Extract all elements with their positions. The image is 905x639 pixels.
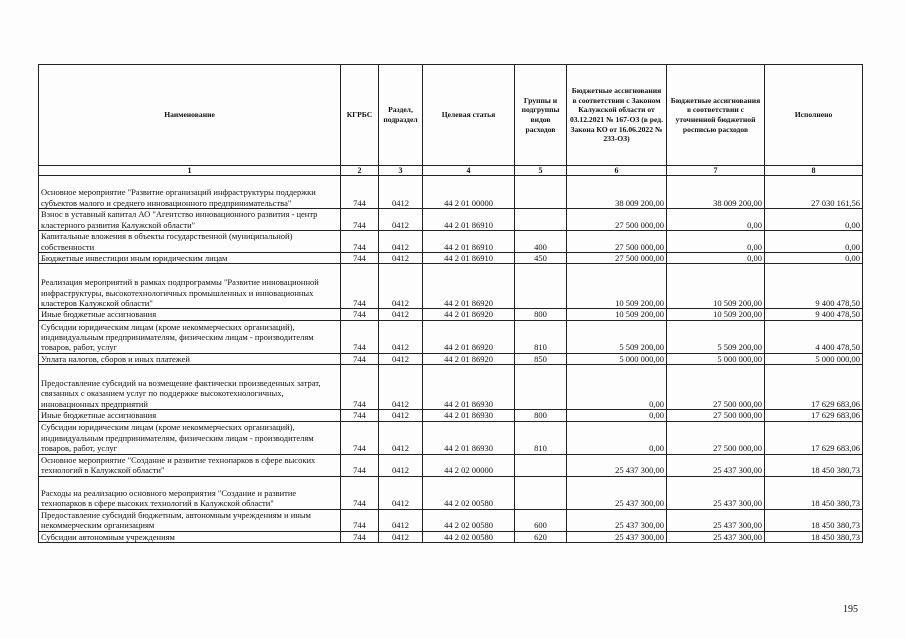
cell-assign-refined: 10 509 200,00 bbox=[667, 264, 765, 309]
cell-assign-law: 10 509 200,00 bbox=[567, 309, 667, 320]
cell-executed: 9 400 478,50 bbox=[765, 264, 863, 309]
cell-group bbox=[515, 476, 567, 509]
table-row bbox=[39, 309, 863, 320]
cell-target: 44 2 01 86910 bbox=[423, 231, 515, 253]
cell-assign-law: 27 500 000,00 bbox=[567, 231, 667, 253]
cell-target: 44 2 01 86910 bbox=[423, 253, 515, 264]
cell-razdel: 0412 bbox=[379, 209, 423, 231]
header-executed: Исполнено bbox=[765, 65, 863, 166]
cell-name: Предоставление субсидий бюджетным, автономным учреждениям и иным некоммерческим организациям bbox=[39, 509, 341, 531]
cell-assign-law: 38 009 200,00 bbox=[567, 176, 667, 209]
cell-razdel: 0412 bbox=[379, 365, 423, 410]
cell-kgrbs: 744 bbox=[341, 421, 379, 454]
table-row bbox=[39, 365, 863, 410]
cell-assign-refined: 0,00 bbox=[667, 231, 765, 253]
cell-razdel: 0412 bbox=[379, 454, 423, 476]
column-number-row bbox=[39, 166, 863, 176]
cell-kgrbs: 744 bbox=[341, 320, 379, 353]
column-number: 5 bbox=[515, 166, 567, 176]
cell-razdel: 0412 bbox=[379, 509, 423, 531]
table-row bbox=[39, 231, 863, 253]
cell-assign-refined: 27 500 000,00 bbox=[667, 421, 765, 454]
cell-target: 44 2 01 86920 bbox=[423, 264, 515, 309]
cell-group bbox=[515, 176, 567, 209]
column-number: 3 bbox=[379, 166, 423, 176]
cell-executed: 0,00 bbox=[765, 231, 863, 253]
cell-name: Реализация мероприятий в рамках подпрограммы "Развитие инновационной инфраструктуры, высокотехнологичных промышленных и инновационных кластеров Калужской области" bbox=[39, 264, 341, 309]
cell-executed: 17 629 683,06 bbox=[765, 365, 863, 410]
cell-target: 44 2 01 86930 bbox=[423, 410, 515, 421]
cell-target: 44 2 02 00580 bbox=[423, 476, 515, 509]
cell-executed: 0,00 bbox=[765, 253, 863, 264]
cell-group bbox=[515, 209, 567, 231]
cell-group: 400 bbox=[515, 231, 567, 253]
table-row bbox=[39, 476, 863, 509]
cell-kgrbs: 744 bbox=[341, 509, 379, 531]
cell-executed: 18 450 380,73 bbox=[765, 509, 863, 531]
header-groups: Группы и подгруппы видов расходов bbox=[515, 65, 567, 166]
cell-target: 44 2 02 00580 bbox=[423, 531, 515, 542]
cell-assign-law: 0,00 bbox=[567, 421, 667, 454]
cell-kgrbs: 744 bbox=[341, 176, 379, 209]
table-row bbox=[39, 421, 863, 454]
cell-target: 44 2 01 86920 bbox=[423, 320, 515, 353]
cell-group: 450 bbox=[515, 253, 567, 264]
header-razdel: Раздел, подраздел bbox=[379, 65, 423, 166]
cell-group: 620 bbox=[515, 531, 567, 542]
cell-assign-law: 10 509 200,00 bbox=[567, 264, 667, 309]
cell-name: Расходы на реализацию основного мероприятия "Создание и развитие технопарков в сфере высоких технологий в Калужской области" bbox=[39, 476, 341, 509]
cell-assign-law: 27 500 000,00 bbox=[567, 209, 667, 231]
cell-assign-refined: 27 500 000,00 bbox=[667, 410, 765, 421]
table-row bbox=[39, 264, 863, 309]
cell-group bbox=[515, 454, 567, 476]
cell-assign-law: 5 000 000,00 bbox=[567, 353, 667, 364]
cell-kgrbs: 744 bbox=[341, 410, 379, 421]
cell-name: Иные бюджетные ассигнования bbox=[39, 309, 341, 320]
cell-kgrbs: 744 bbox=[341, 365, 379, 410]
cell-executed: 27 030 161,56 bbox=[765, 176, 863, 209]
cell-target: 44 2 01 86930 bbox=[423, 421, 515, 454]
cell-kgrbs: 744 bbox=[341, 454, 379, 476]
cell-name: Основное мероприятие "Развитие организаций инфраструктуры поддержки субъектов малого и среднего инновационного предпринимательства" bbox=[39, 176, 341, 209]
column-number: 6 bbox=[567, 166, 667, 176]
table-body bbox=[39, 176, 863, 543]
column-number: 2 bbox=[341, 166, 379, 176]
header-target: Целевая статья bbox=[423, 65, 515, 166]
column-number: 1 bbox=[39, 166, 341, 176]
cell-assign-refined: 0,00 bbox=[667, 209, 765, 231]
cell-kgrbs: 744 bbox=[341, 231, 379, 253]
cell-name: Капитальные вложения в объекты государственной (муниципальной) собственности bbox=[39, 231, 341, 253]
cell-target: 44 2 02 00000 bbox=[423, 454, 515, 476]
cell-executed: 9 400 478,50 bbox=[765, 309, 863, 320]
cell-executed: 18 450 380,73 bbox=[765, 476, 863, 509]
budget-table bbox=[38, 64, 863, 543]
cell-executed: 17 629 683,06 bbox=[765, 421, 863, 454]
table-row bbox=[39, 353, 863, 364]
cell-name: Уплата налогов, сборов и иных платежей bbox=[39, 353, 341, 364]
cell-name: Основное мероприятие "Создание и развитие технопарков в сфере высоких технологий в Калужской области" bbox=[39, 454, 341, 476]
header-assign-refined: Бюджетные ассигнования в соответствии с уточненной бюджетной росписью расходов bbox=[667, 65, 765, 166]
column-number: 7 bbox=[667, 166, 765, 176]
cell-assign-law: 5 509 200,00 bbox=[567, 320, 667, 353]
table-row bbox=[39, 509, 863, 531]
cell-target: 44 2 01 86930 bbox=[423, 365, 515, 410]
table-row bbox=[39, 253, 863, 264]
cell-kgrbs: 744 bbox=[341, 476, 379, 509]
header-kgrbs: КГРБС bbox=[341, 65, 379, 166]
cell-executed: 0,00 bbox=[765, 209, 863, 231]
header-assign-law: Бюджетные ассигнования в соответствии с Законом Калужской области от 03.12.2021 № 167-ОЗ (в ред. Закона КО от 16.06.2022 № 233-ОЗ) bbox=[567, 65, 667, 166]
cell-assign-refined: 25 437 300,00 bbox=[667, 454, 765, 476]
page-number: 195 bbox=[843, 604, 858, 615]
cell-target: 44 2 01 86920 bbox=[423, 353, 515, 364]
cell-razdel: 0412 bbox=[379, 309, 423, 320]
cell-assign-refined: 25 437 300,00 bbox=[667, 509, 765, 531]
cell-name: Бюджетные инвестиции иным юридическим лицам bbox=[39, 253, 341, 264]
table-row bbox=[39, 531, 863, 542]
cell-target: 44 2 01 00000 bbox=[423, 176, 515, 209]
column-number: 4 bbox=[423, 166, 515, 176]
cell-executed: 17 629 683,06 bbox=[765, 410, 863, 421]
cell-executed: 5 000 000,00 bbox=[765, 353, 863, 364]
cell-assign-law: 25 437 300,00 bbox=[567, 476, 667, 509]
cell-name: Субсидии юридическим лицам (кроме некоммерческих организаций), индивидуальным предпринимателям, физическим лицам - производителям товаров, работ, услуг bbox=[39, 320, 341, 353]
cell-group: 800 bbox=[515, 410, 567, 421]
cell-razdel: 0412 bbox=[379, 421, 423, 454]
cell-name: Иные бюджетные ассигнования bbox=[39, 410, 341, 421]
cell-group: 810 bbox=[515, 320, 567, 353]
cell-group bbox=[515, 365, 567, 410]
table-row bbox=[39, 454, 863, 476]
cell-kgrbs: 744 bbox=[341, 253, 379, 264]
cell-razdel: 0412 bbox=[379, 531, 423, 542]
cell-target: 44 2 02 00580 bbox=[423, 509, 515, 531]
cell-razdel: 0412 bbox=[379, 176, 423, 209]
cell-kgrbs: 744 bbox=[341, 264, 379, 309]
cell-name: Предоставление субсидий на возмещение фактически произведенных затрат, связанных с оказанием услуг по поддержке высокотехнологичных, инновационных предприятий bbox=[39, 365, 341, 410]
cell-assign-law: 0,00 bbox=[567, 410, 667, 421]
cell-assign-refined: 27 500 000,00 bbox=[667, 365, 765, 410]
cell-name: Взнос в уставный капитал АО "Агентство инновационного развития - центр кластерного развития Калужской области" bbox=[39, 209, 341, 231]
cell-assign-refined: 5 000 000,00 bbox=[667, 353, 765, 364]
cell-razdel: 0412 bbox=[379, 253, 423, 264]
cell-razdel: 0412 bbox=[379, 320, 423, 353]
cell-executed: 4 400 478,50 bbox=[765, 320, 863, 353]
cell-group: 850 bbox=[515, 353, 567, 364]
table-row bbox=[39, 209, 863, 231]
cell-kgrbs: 744 bbox=[341, 353, 379, 364]
cell-razdel: 0412 bbox=[379, 231, 423, 253]
cell-assign-refined: 10 509 200,00 bbox=[667, 309, 765, 320]
table-row bbox=[39, 176, 863, 209]
cell-razdel: 0412 bbox=[379, 476, 423, 509]
cell-executed: 18 450 380,73 bbox=[765, 531, 863, 542]
table-row bbox=[39, 410, 863, 421]
cell-razdel: 0412 bbox=[379, 264, 423, 309]
header-name: Наименование bbox=[39, 65, 341, 166]
cell-assign-refined: 38 009 200,00 bbox=[667, 176, 765, 209]
cell-target: 44 2 01 86910 bbox=[423, 209, 515, 231]
cell-assign-refined: 25 437 300,00 bbox=[667, 531, 765, 542]
cell-kgrbs: 744 bbox=[341, 531, 379, 542]
cell-assign-refined: 25 437 300,00 bbox=[667, 476, 765, 509]
cell-assign-law: 25 437 300,00 bbox=[567, 509, 667, 531]
cell-assign-refined: 0,00 bbox=[667, 253, 765, 264]
cell-name: Субсидии автономным учреждениям bbox=[39, 531, 341, 542]
cell-name: Субсидии юридическим лицам (кроме некоммерческих организаций), индивидуальным предпринимателям, физическим лицам - производителям товаров, работ, услуг bbox=[39, 421, 341, 454]
cell-assign-law: 25 437 300,00 bbox=[567, 454, 667, 476]
cell-kgrbs: 744 bbox=[341, 209, 379, 231]
cell-assign-refined: 5 509 200,00 bbox=[667, 320, 765, 353]
header-row bbox=[39, 65, 863, 166]
cell-target: 44 2 01 86920 bbox=[423, 309, 515, 320]
cell-group bbox=[515, 264, 567, 309]
cell-razdel: 0412 bbox=[379, 410, 423, 421]
cell-group: 810 bbox=[515, 421, 567, 454]
cell-assign-law: 25 437 300,00 bbox=[567, 531, 667, 542]
cell-assign-law: 27 500 000,00 bbox=[567, 253, 667, 264]
cell-group: 600 bbox=[515, 509, 567, 531]
cell-kgrbs: 744 bbox=[341, 309, 379, 320]
cell-assign-law: 0,00 bbox=[567, 365, 667, 410]
cell-razdel: 0412 bbox=[379, 353, 423, 364]
cell-executed: 18 450 380,73 bbox=[765, 454, 863, 476]
table-row bbox=[39, 320, 863, 353]
cell-group: 800 bbox=[515, 309, 567, 320]
column-number: 8 bbox=[765, 166, 863, 176]
